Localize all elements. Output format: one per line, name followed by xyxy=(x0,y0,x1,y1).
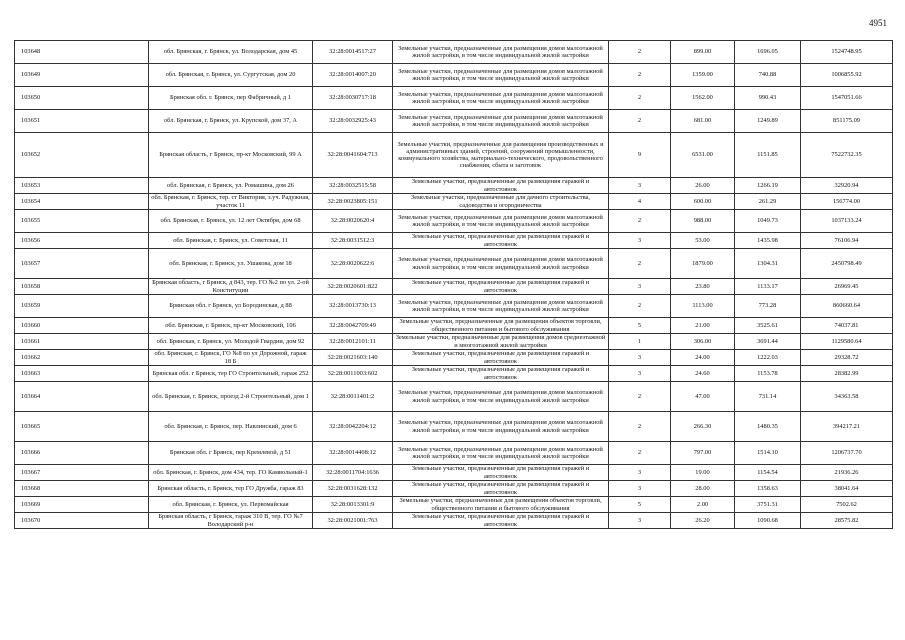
cadastral-value-cell: 2450798.49 xyxy=(801,249,893,279)
row-id: 103668 xyxy=(15,481,149,497)
area-cell: 2.00 xyxy=(671,497,735,513)
table-row xyxy=(15,178,893,194)
cadastral-number-cell: 32:28:0021001:763 xyxy=(313,513,393,529)
land-use-cell: Земельные участки, предназначенные для размещения гаражей и автостоянок xyxy=(393,481,609,497)
table-row xyxy=(15,334,893,350)
land-use-cell: Земельные участки, предназначенные для размещения домов малоэтажной жилой застройки, в том числе индивидуальной жилой застройки xyxy=(393,412,609,442)
row-id: 103652 xyxy=(15,133,149,178)
cadastral-value-cell: 26969.45 xyxy=(801,279,893,295)
address-cell: обл. Брянская, г. Брянск, дом 434, тер. ГО Камвольный-1 xyxy=(149,465,313,481)
cadastral-value-cell: 34363.58 xyxy=(801,382,893,412)
land-use-cell: Земельные участки, предназначенные для размещения гаражей и автостоянок xyxy=(393,513,609,529)
group-cell: 3 xyxy=(609,366,671,382)
table-row xyxy=(15,465,893,481)
cadastral-number-cell: 32:28:0020620:4 xyxy=(313,210,393,233)
price-per-sqm-cell: 1358.63 xyxy=(735,481,801,497)
cadastral-number-cell: 32:28:0042204:12 xyxy=(313,412,393,442)
price-per-sqm-cell: 261.29 xyxy=(735,194,801,210)
row-id: 103653 xyxy=(15,178,149,194)
area-cell: 24.60 xyxy=(671,366,735,382)
address-cell: обл. Брянская, г. Брянск, ГО №8 по ул Дорожной, гараж 18 Б xyxy=(149,350,313,366)
row-id: 103657 xyxy=(15,249,149,279)
area-cell: 797.00 xyxy=(671,442,735,465)
area-cell: 988.00 xyxy=(671,210,735,233)
row-id: 103650 xyxy=(15,87,149,110)
cadastral-value-cell: 1547051.66 xyxy=(801,87,893,110)
land-use-cell: Земельные участки, предназначенные для размещения домов малоэтажной жилой застройки, в том числе индивидуальной жилой застройки xyxy=(393,382,609,412)
area-cell: 1879.00 xyxy=(671,249,735,279)
cadastral-number-cell: 32:28:0032925:43 xyxy=(313,110,393,133)
cadastral-number-cell: 32:28:0023805:151 xyxy=(313,194,393,210)
table-row xyxy=(15,110,893,133)
land-use-cell: Земельные участки, предназначенные для размещения домов малоэтажной жилой застройки, в том числе индивидуальной жилой застройки xyxy=(393,64,609,87)
row-id: 103669 xyxy=(15,497,149,513)
group-cell: 3 xyxy=(609,233,671,249)
cadastral-number-cell: 32:28:0020601:822 xyxy=(313,279,393,295)
table-row xyxy=(15,279,893,295)
price-per-sqm-cell: 3751.31 xyxy=(735,497,801,513)
cadastral-number-cell: 32:28:0021603:140 xyxy=(313,350,393,366)
price-per-sqm-cell: 1249.89 xyxy=(735,110,801,133)
land-use-cell: Земельные участки, предназначенные для размещения гаражей и автостоянок xyxy=(393,350,609,366)
cadastral-number-cell: 32:28:0014007:20 xyxy=(313,64,393,87)
table-row xyxy=(15,497,893,513)
land-use-cell: Земельные участки, предназначенные для размещения домов малоэтажной жилой застройки, в том числе индивидуальной жилой застройки xyxy=(393,295,609,318)
row-id: 103667 xyxy=(15,465,149,481)
cadastral-value-cell: 851175.09 xyxy=(801,110,893,133)
group-cell: 2 xyxy=(609,412,671,442)
address-cell: обл. Брянская, г. Брянск, ул. Крупской, дом 37, А xyxy=(149,110,313,133)
table-row xyxy=(15,210,893,233)
area-cell: 1562.00 xyxy=(671,87,735,110)
group-cell: 4 xyxy=(609,194,671,210)
cadastral-value-cell: 38041.64 xyxy=(801,481,893,497)
table-row xyxy=(15,64,893,87)
address-cell: обл. Брянская, г. Брянск, ул. Первомайская xyxy=(149,497,313,513)
cadastral-number-cell: 32:28:0042709:49 xyxy=(313,318,393,334)
price-per-sqm-cell: 1304.31 xyxy=(735,249,801,279)
table-row xyxy=(15,41,893,64)
cadastral-number-cell: 32:28:0032515:58 xyxy=(313,178,393,194)
price-per-sqm-cell: 1480.35 xyxy=(735,412,801,442)
land-use-cell: Земельные участки, предназначенные для размещения объектов торговли, общественного питания и бытового обслуживания xyxy=(393,318,609,334)
address-cell: обл. Брянская, г. Брянск, пер. Навлинский, дом 6 xyxy=(149,412,313,442)
cadastral-number-cell: 32:28:0013730:13 xyxy=(313,295,393,318)
group-cell: 3 xyxy=(609,513,671,529)
area-cell: 600.00 xyxy=(671,194,735,210)
cadastral-value-table xyxy=(14,40,893,529)
land-use-cell: Земельные участки, предназначенные для размещения домов малоэтажной жилой застройки, в том числе индивидуальной жилой застройки xyxy=(393,87,609,110)
row-id: 103648 xyxy=(15,41,149,64)
row-id: 103659 xyxy=(15,295,149,318)
table-row xyxy=(15,382,893,412)
table-row xyxy=(15,442,893,465)
cadastral-number-cell: 32:28:0014517:27 xyxy=(313,41,393,64)
area-cell: 899.00 xyxy=(671,41,735,64)
cadastral-number-cell: 32:28:0011003:602 xyxy=(313,366,393,382)
cadastral-value-cell: 156774.00 xyxy=(801,194,893,210)
price-per-sqm-cell: 740.88 xyxy=(735,64,801,87)
group-cell: 2 xyxy=(609,210,671,233)
cadastral-value-cell: 7502.62 xyxy=(801,497,893,513)
group-cell: 5 xyxy=(609,497,671,513)
cadastral-number-cell: 32:28:0011704:1636 xyxy=(313,465,393,481)
group-cell: 2 xyxy=(609,110,671,133)
cadastral-number-cell: 32:28:0014408:12 xyxy=(313,442,393,465)
address-cell: обл. Брянская, г. Брянск, ул. Володарская, дом 45 xyxy=(149,41,313,64)
group-cell: 2 xyxy=(609,442,671,465)
table-row xyxy=(15,295,893,318)
land-use-cell: Земельные участки, предназначенные для размещения гаражей и автостоянок xyxy=(393,178,609,194)
land-use-cell: Земельные участки, предназначенные для размещения домов малоэтажной жилой застройки, в том числе индивидуальной жилой застройки xyxy=(393,41,609,64)
group-cell: 2 xyxy=(609,64,671,87)
area-cell: 1359.00 xyxy=(671,64,735,87)
address-cell: обл. Брянская, г. Брянск, ул. Ромашина, дом 26 xyxy=(149,178,313,194)
area-cell: 1113.00 xyxy=(671,295,735,318)
row-id: 103654 xyxy=(15,194,149,210)
cadastral-number-cell: 32:28:0012101:11 xyxy=(313,334,393,350)
table-row xyxy=(15,87,893,110)
address-cell: обл. Брянская, г. Брянск, тер. ст Виктория, з.уч. Радужная, участок 11 xyxy=(149,194,313,210)
price-per-sqm-cell: 3691.44 xyxy=(735,334,801,350)
address-cell: обл. Брянская, г. Брянск, ул. Сургутская, дом 20 xyxy=(149,64,313,87)
address-cell: обл. Брянская, г. Брянск, ул. Молодой Гвардии, дом 92 xyxy=(149,334,313,350)
address-cell: Брянская обл. г Брянск, пер Кремлевой, д 51 xyxy=(149,442,313,465)
cadastral-number-cell: 32:28:0031628:132 xyxy=(313,481,393,497)
price-per-sqm-cell: 1090.68 xyxy=(735,513,801,529)
price-per-sqm-cell: 1153.78 xyxy=(735,366,801,382)
land-use-cell: Земельные участки, предназначенные для размещения гаражей и автостоянок xyxy=(393,279,609,295)
price-per-sqm-cell: 1222.03 xyxy=(735,350,801,366)
group-cell: 2 xyxy=(609,295,671,318)
row-id: 103665 xyxy=(15,412,149,442)
cadastral-value-cell: 860660.64 xyxy=(801,295,893,318)
land-use-cell: Земельные участки, предназначенные для дачного строительства, садоводства и огородничества xyxy=(393,194,609,210)
table-row xyxy=(15,233,893,249)
cadastral-number-cell: 32:28:0041604:713 xyxy=(313,133,393,178)
table-row xyxy=(15,318,893,334)
price-per-sqm-cell: 1049.73 xyxy=(735,210,801,233)
group-cell: 5 xyxy=(609,318,671,334)
price-per-sqm-cell: 3525.61 xyxy=(735,318,801,334)
cadastral-number-cell: 32:28:0030717:18 xyxy=(313,87,393,110)
cadastral-number-cell: 32:28:0020622:6 xyxy=(313,249,393,279)
address-cell: обл. Брянская, г. Брянск, ул. Советская, 11 xyxy=(149,233,313,249)
row-id: 103651 xyxy=(15,110,149,133)
cadastral-value-cell: 21936.26 xyxy=(801,465,893,481)
group-cell: 2 xyxy=(609,87,671,110)
table-row xyxy=(15,513,893,529)
price-per-sqm-cell: 1696.05 xyxy=(735,41,801,64)
land-use-cell: Земельные участки, предназначенные для размещения объектов торговли, общественного питания и бытового обслуживания xyxy=(393,497,609,513)
area-cell: 266.30 xyxy=(671,412,735,442)
cadastral-number-cell: 32:28:0031512:3 xyxy=(313,233,393,249)
area-cell: 306.00 xyxy=(671,334,735,350)
price-per-sqm-cell: 1435.98 xyxy=(735,233,801,249)
price-per-sqm-cell: 1266.19 xyxy=(735,178,801,194)
address-cell: Брянская обл. г. Брянск, пер Фабричный, д 1 xyxy=(149,87,313,110)
land-use-cell: Земельные участки, предназначенные для размещения гаражей и автостоянок xyxy=(393,465,609,481)
area-cell: 21.00 xyxy=(671,318,735,334)
cadastral-value-cell: 1129580.64 xyxy=(801,334,893,350)
price-per-sqm-cell: 773.28 xyxy=(735,295,801,318)
cadastral-value-cell: 76106.94 xyxy=(801,233,893,249)
group-cell: 2 xyxy=(609,41,671,64)
cadastral-value-cell: 74037.81 xyxy=(801,318,893,334)
area-cell: 24.00 xyxy=(671,350,735,366)
land-use-cell: Земельные участки, предназначенные для размещения домов малоэтажной жилой застройки, в том числе индивидуальной жилой застройки xyxy=(393,210,609,233)
address-cell: обл. Брянская, г. Брянск, пр-кт Московский, 106 xyxy=(149,318,313,334)
area-cell: 47.00 xyxy=(671,382,735,412)
land-use-cell: Земельные участки, предназначенные для размещения домов малоэтажной жилой застройки, в том числе индивидуальной жилой застройки xyxy=(393,110,609,133)
page-number: 4951 xyxy=(869,18,887,28)
group-cell: 3 xyxy=(609,350,671,366)
row-id: 103649 xyxy=(15,64,149,87)
land-use-cell: Земельные участки, предназначенные для размещения гаражей и автостоянок xyxy=(393,233,609,249)
group-cell: 3 xyxy=(609,279,671,295)
group-cell: 3 xyxy=(609,178,671,194)
address-cell: Брянская область, г Брянск, пр-кт Московский, 99 А xyxy=(149,133,313,178)
price-per-sqm-cell: 1151.85 xyxy=(735,133,801,178)
land-use-cell: Земельные участки, предназначенные для размещения гаражей и автостоянок xyxy=(393,366,609,382)
group-cell: 1 xyxy=(609,334,671,350)
land-use-cell: Земельные участки, предназначенные для размещения домов малоэтажной жилой застройки, в том числе индивидуальной жилой застройки xyxy=(393,442,609,465)
table-row xyxy=(15,412,893,442)
area-cell: 26.20 xyxy=(671,513,735,529)
price-per-sqm-cell: 731.14 xyxy=(735,382,801,412)
price-per-sqm-cell: 990.43 xyxy=(735,87,801,110)
address-cell: обл. Брянская, г. Брянск, проезд 2-й Строительный, дом 1 xyxy=(149,382,313,412)
group-cell: 2 xyxy=(609,249,671,279)
cadastral-value-cell: 7522732.35 xyxy=(801,133,893,178)
row-id: 103658 xyxy=(15,279,149,295)
group-cell: 2 xyxy=(609,382,671,412)
group-cell: 3 xyxy=(609,481,671,497)
row-id: 103662 xyxy=(15,350,149,366)
area-cell: 23.80 xyxy=(671,279,735,295)
address-cell: Брянская область, г Брянск, гараж 310 В, тер. ГО №7 Володарский р-н xyxy=(149,513,313,529)
row-id: 103670 xyxy=(15,513,149,529)
area-cell: 681.00 xyxy=(671,110,735,133)
table-row xyxy=(15,366,893,382)
row-id: 103664 xyxy=(15,382,149,412)
land-use-cell: Земельные участки, предназначенные для размещения домов среднеэтажной и многоэтажной жилой застройки xyxy=(393,334,609,350)
area-cell: 28.00 xyxy=(671,481,735,497)
cadastral-value-cell: 1006855.92 xyxy=(801,64,893,87)
row-id: 103655 xyxy=(15,210,149,233)
group-cell: 3 xyxy=(609,465,671,481)
cadastral-value-cell: 1037133.24 xyxy=(801,210,893,233)
price-per-sqm-cell: 1154.54 xyxy=(735,465,801,481)
cadastral-value-cell: 394217.21 xyxy=(801,412,893,442)
cadastral-value-cell: 1206737.70 xyxy=(801,442,893,465)
address-cell: обл. Брянская, г. Брянск, ул. Ушакова, дом 18 xyxy=(149,249,313,279)
row-id: 103663 xyxy=(15,366,149,382)
row-id: 103656 xyxy=(15,233,149,249)
table-row xyxy=(15,481,893,497)
cadastral-value-cell: 28575.82 xyxy=(801,513,893,529)
area-cell: 53.00 xyxy=(671,233,735,249)
cadastral-value-cell: 29328.72 xyxy=(801,350,893,366)
table-row xyxy=(15,350,893,366)
row-id: 103660 xyxy=(15,318,149,334)
row-id: 103661 xyxy=(15,334,149,350)
cadastral-value-cell: 28382.99 xyxy=(801,366,893,382)
cadastral-value-cell: 32920.94 xyxy=(801,178,893,194)
price-per-sqm-cell: 1133.17 xyxy=(735,279,801,295)
price-per-sqm-cell: 1514.10 xyxy=(735,442,801,465)
address-cell: Брянская область, г Брянск, д 843, тер. ГО №2 по ул. 2-ой Конституции xyxy=(149,279,313,295)
address-cell: Брянская обл. г Брянск, тер ГО Строительный, гараж 252 xyxy=(149,366,313,382)
address-cell: обл. Брянская, г. Брянск, ул. 12 лет Октября, дом 68 xyxy=(149,210,313,233)
address-cell: Брянская обл. г Брянск, ул Бородинская, д 88 xyxy=(149,295,313,318)
area-cell: 6531.00 xyxy=(671,133,735,178)
table-row xyxy=(15,133,893,178)
table-row xyxy=(15,194,893,210)
cadastral-number-cell: 32:28:0011401:2 xyxy=(313,382,393,412)
row-id: 103666 xyxy=(15,442,149,465)
land-use-cell: Земельные участки, предназначенные для размещения домов малоэтажной жилой застройки, в том числе индивидуальной жилой застройки xyxy=(393,249,609,279)
table-row xyxy=(15,249,893,279)
area-cell: 19.00 xyxy=(671,465,735,481)
cadastral-number-cell: 32:28:0013301:9 xyxy=(313,497,393,513)
group-cell: 9 xyxy=(609,133,671,178)
land-use-cell: Земельные участки, предназначенные для размещения производственных и административных зданий, строений, сооружений промышленности, коммунального хозяйства, материально-технического, продовольственного снабжения, сбыта и заготовок xyxy=(393,133,609,178)
area-cell: 26.00 xyxy=(671,178,735,194)
address-cell: Брянская область, г. Брянск, тер ГО Дружба, гараж 83 xyxy=(149,481,313,497)
cadastral-value-cell: 1524748.95 xyxy=(801,41,893,64)
